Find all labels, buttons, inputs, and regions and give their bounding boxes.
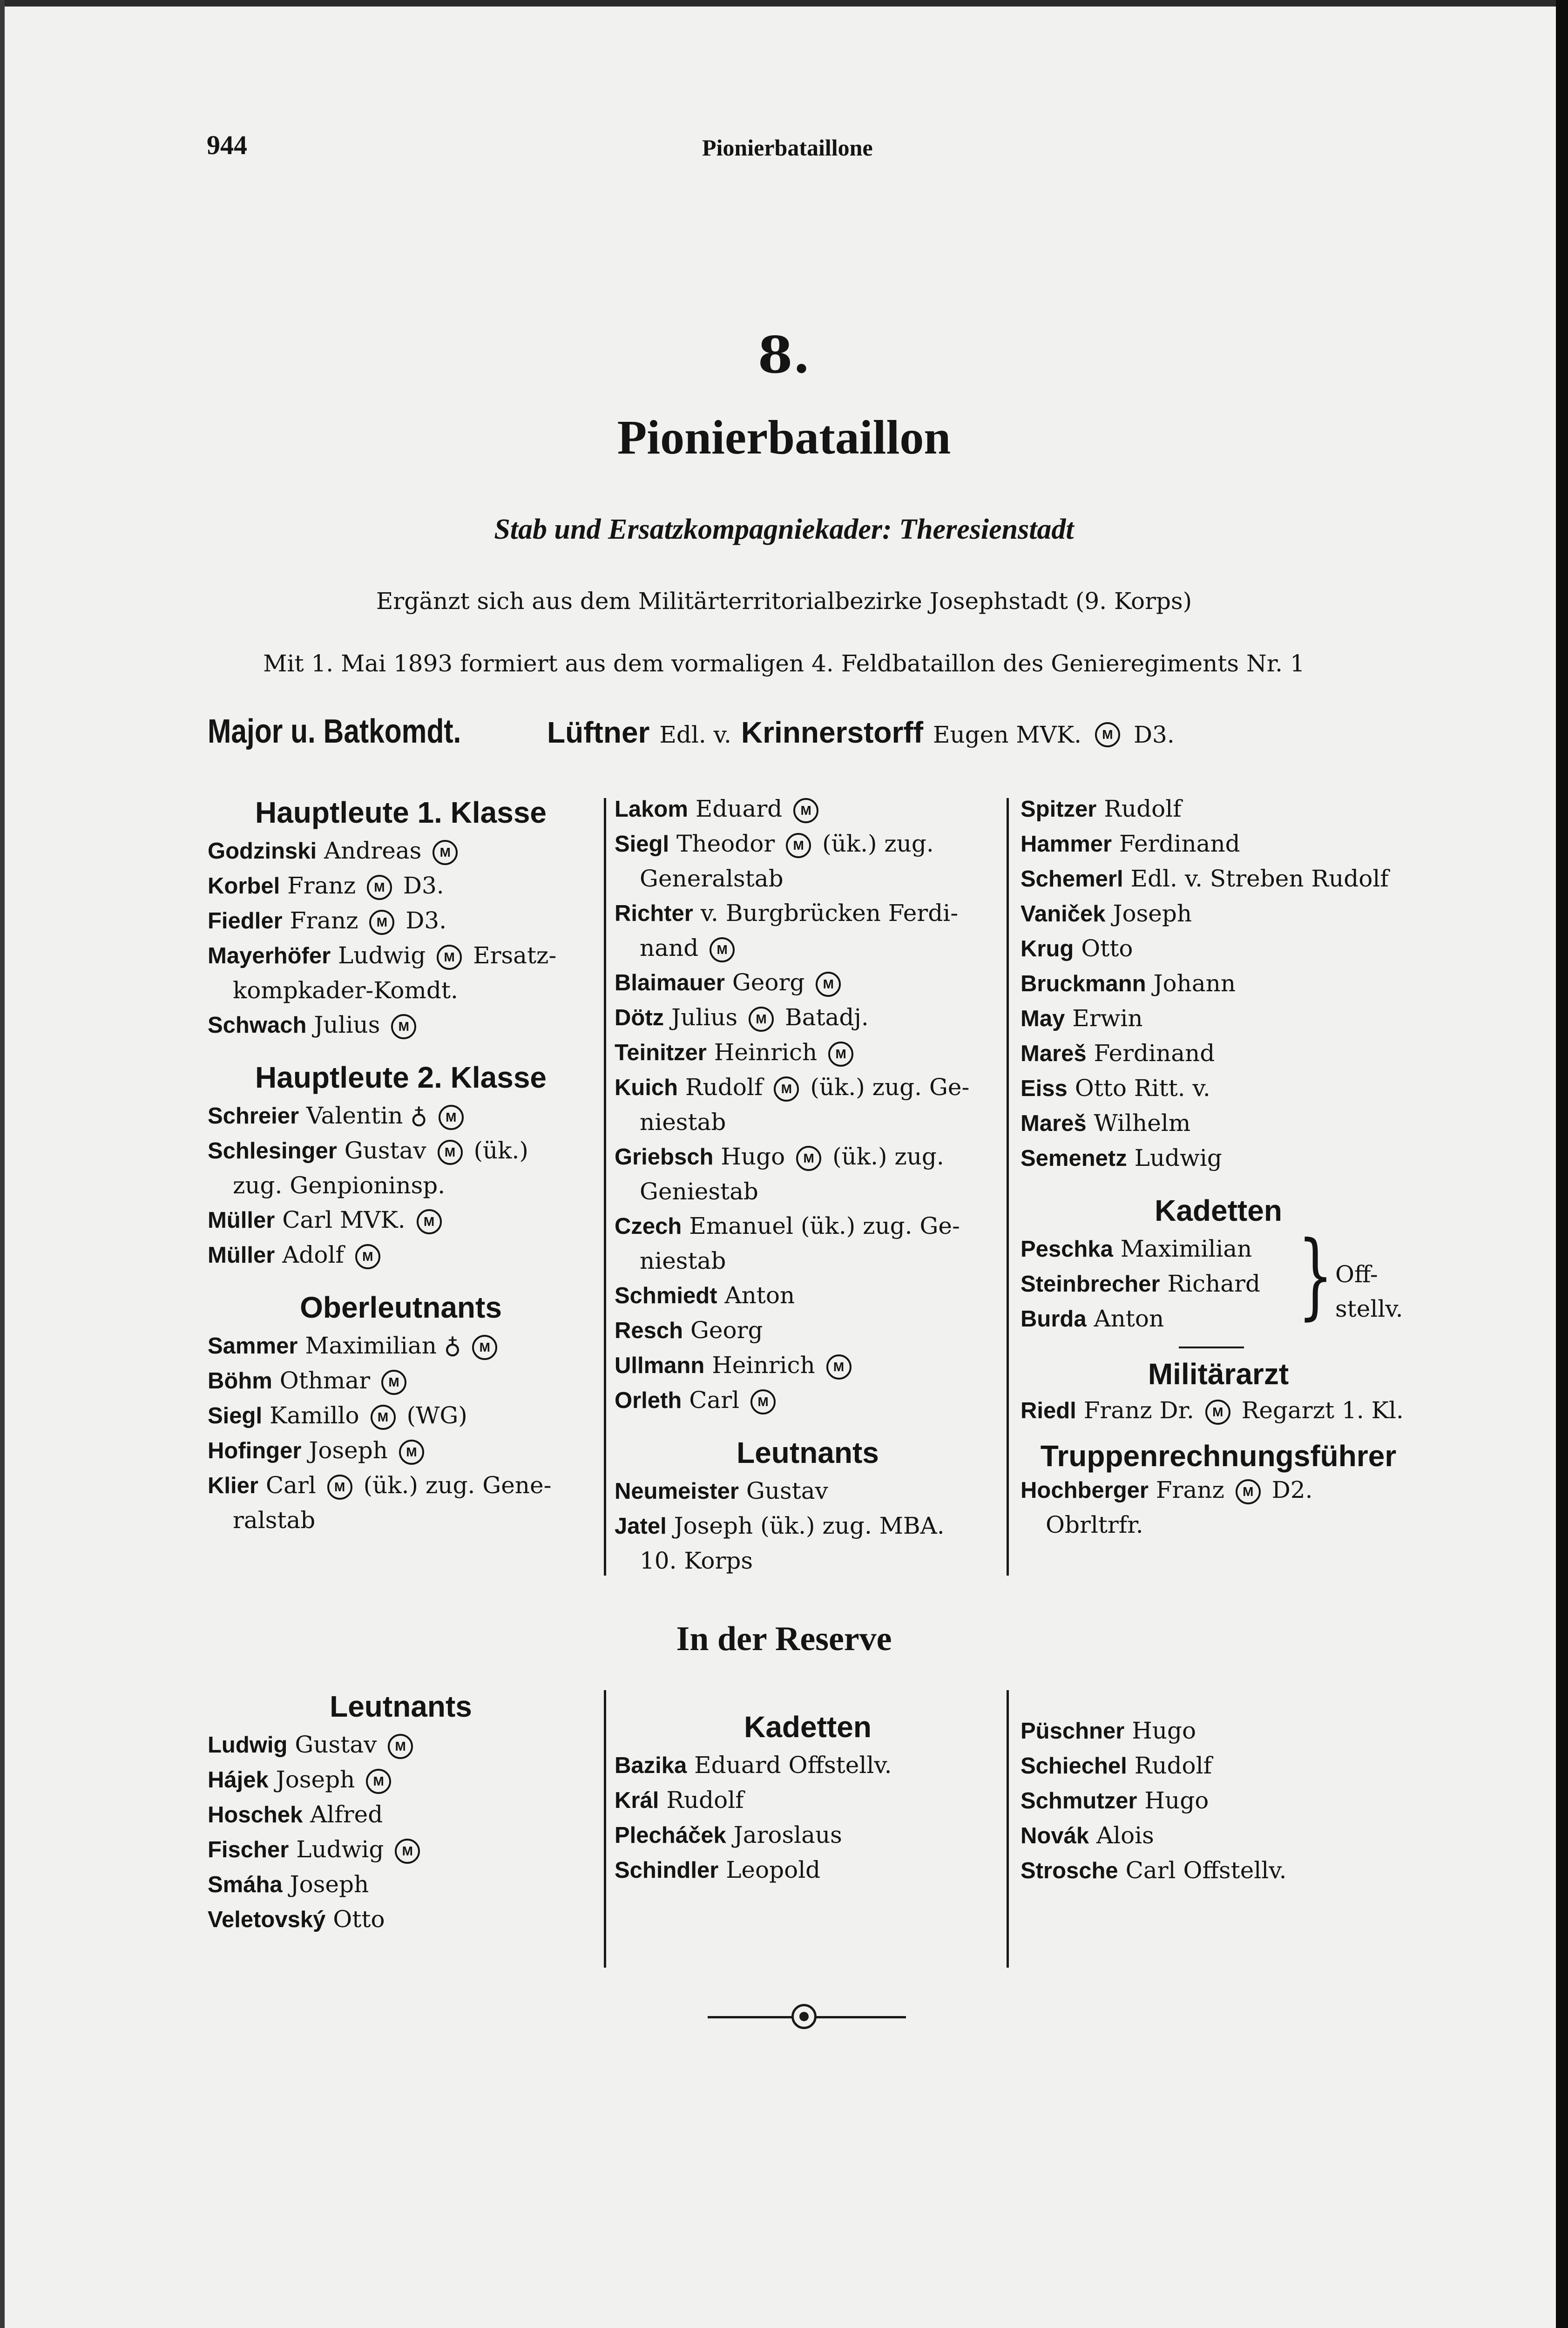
surname: Schindler	[615, 1858, 719, 1883]
column-divider-2	[1007, 798, 1009, 1576]
surname: Schiechel	[1021, 1753, 1127, 1779]
given-name: Carl MVK.	[282, 1206, 406, 1233]
surname: May	[1021, 1006, 1065, 1031]
list-reserve-kadetten	[615, 1748, 1001, 1888]
list-item	[1021, 896, 1416, 931]
surname: Siegl	[615, 832, 669, 857]
medal-icon: M	[395, 1839, 420, 1864]
surname: Lakom	[615, 797, 688, 822]
surname: Eiss	[1021, 1076, 1068, 1101]
continuation-text: ralstab	[233, 1507, 316, 1534]
column-2	[615, 792, 1001, 1578]
list-item	[208, 903, 594, 938]
given-name: Eduard Offstellv.	[694, 1752, 892, 1779]
list-item-continuation	[615, 1543, 1001, 1578]
surname: Vaniček	[1021, 901, 1106, 927]
given-name: Edl. v. Streben Rudolf	[1130, 865, 1389, 892]
given-name: Leopold	[726, 1856, 821, 1883]
given-name: Ludwig	[338, 942, 426, 969]
surname: Siegl	[208, 1403, 263, 1428]
surname: Resch	[615, 1318, 683, 1343]
column-divider-4	[1007, 1690, 1009, 1968]
surname: Hochberger	[1021, 1478, 1149, 1503]
medal-icon: M	[399, 1440, 424, 1465]
surname: Dötz	[615, 1005, 664, 1030]
surname: Griebsch	[615, 1144, 714, 1170]
given-name: Julius	[314, 1011, 380, 1038]
medal-icon: M	[391, 1014, 416, 1039]
given-name: Joseph	[290, 1871, 369, 1898]
surname: Ludwig	[208, 1732, 288, 1758]
list-item	[208, 1203, 594, 1238]
commander-forename: Eugen MVK.	[933, 721, 1081, 748]
medal-icon: M	[1205, 1400, 1230, 1425]
list-militaerarzt	[1021, 1393, 1416, 1428]
given-name: Maximilian ♁	[305, 1332, 461, 1359]
list-item	[1021, 1783, 1407, 1818]
list-item	[1021, 1001, 1416, 1036]
surname: Semenetz	[1021, 1146, 1127, 1171]
surname: Bruckmann	[1021, 971, 1146, 996]
annotation: (WG)	[406, 1402, 467, 1429]
list-item	[208, 868, 594, 903]
surname: Neumeister	[615, 1479, 739, 1504]
surname: Fiedler	[208, 908, 283, 934]
surname: Püschner	[1021, 1719, 1125, 1744]
section-heading-militaerarzt: Militärarzt	[1148, 1357, 1289, 1391]
given-name: Gustav	[746, 1477, 828, 1504]
surname: Burda	[1021, 1306, 1087, 1332]
given-name: Georg	[690, 1317, 763, 1344]
commander-suffix: D3.	[1133, 721, 1175, 748]
section-heading-leutnants: Leutnants	[737, 1436, 879, 1469]
recruitment-line: Ergänzt sich aus dem Militärterritorialbezirke Josephstadt (9. Korps)	[376, 588, 1192, 615]
medal-icon: M	[438, 1140, 463, 1165]
reserve-column-1	[208, 1685, 594, 1937]
surname: Schreier	[208, 1103, 299, 1129]
medal-icon: M	[369, 910, 394, 935]
surname: Böhm	[208, 1368, 272, 1394]
given-name: Ferdinand	[1094, 1040, 1215, 1067]
surname: Jatel	[615, 1514, 667, 1539]
continuation-text: Generalstab	[640, 865, 784, 892]
list-item-continuation	[208, 973, 594, 1008]
medal-icon: M	[750, 1389, 776, 1414]
annotation: Regarzt 1. Kl.	[1241, 1397, 1404, 1424]
continuation-text: 10. Korps	[640, 1547, 753, 1574]
reserve-column-2	[615, 1706, 1001, 1888]
surname: Teinitzer	[615, 1040, 707, 1065]
rule-separator	[1179, 1347, 1244, 1348]
list-item-continuation	[615, 931, 1001, 965]
surname: Peschka	[1021, 1237, 1113, 1262]
list-item	[615, 1474, 1001, 1509]
list-officers-col2	[615, 792, 1001, 1418]
section-heading-truppenrechnungsfuehrer: Truppenrechnungsführer	[1040, 1439, 1397, 1473]
list-item	[615, 826, 1001, 861]
continuation-text: zug. Genpioninsp.	[233, 1172, 446, 1199]
given-name: Hugo	[721, 1143, 785, 1170]
list-item	[208, 1902, 594, 1937]
surname: Mareš	[1021, 1111, 1087, 1136]
list-item	[615, 1278, 1001, 1313]
surname: Mayerhöfer	[208, 943, 331, 968]
section-heading-hauptleute-2: Hauptleute 2. Klasse	[255, 1061, 547, 1094]
given-name: Rudolf	[685, 1074, 763, 1101]
ornament-icon	[791, 2004, 817, 2029]
given-name: Alois	[1096, 1822, 1154, 1849]
list-item	[615, 1139, 1001, 1174]
medal-icon: M	[433, 840, 458, 865]
continuation-text: niestab	[640, 1109, 726, 1136]
given-name: Julius	[671, 1004, 738, 1031]
list-item	[208, 1008, 594, 1042]
commander-rank: Major u. Batkomdt.	[208, 713, 461, 750]
column-3	[1021, 792, 1416, 1542]
given-name: Franz	[290, 907, 358, 934]
column-divider-3	[604, 1690, 606, 1968]
given-name: Anton	[724, 1282, 795, 1309]
given-name: Rudolf	[1104, 795, 1182, 822]
unit-subtitle: Stab und Ersatzkompagniekader: Theresienstadt	[494, 514, 1074, 545]
medal-icon: M	[796, 1146, 821, 1171]
list-item-continuation	[1021, 1508, 1416, 1542]
given-name: Maximilian	[1120, 1235, 1252, 1262]
surname: Hammer	[1021, 832, 1112, 857]
given-name: Hugo	[1144, 1787, 1209, 1814]
given-name: Eduard	[695, 795, 783, 822]
given-name: Valentin ♁	[306, 1102, 427, 1129]
section-heading-hauptleute-1: Hauptleute 1. Klasse	[255, 796, 547, 829]
list-item	[1021, 1393, 1416, 1428]
given-name: Richard	[1167, 1270, 1261, 1297]
list-hauptleute-2	[208, 1098, 594, 1272]
column-divider-1	[604, 798, 606, 1576]
list-item	[208, 1398, 594, 1433]
list-item	[615, 1209, 1001, 1244]
list-item	[615, 1383, 1001, 1418]
list-item	[1021, 1141, 1416, 1176]
surname: Schmiedt	[615, 1283, 717, 1308]
given-name: v. Burgbrücken Ferdi-	[700, 900, 959, 927]
surname: Hoschek	[208, 1802, 303, 1827]
medal-icon: M	[381, 1370, 406, 1395]
given-name: Joseph	[276, 1766, 355, 1793]
formation-line: Mit 1. Mai 1893 formiert aus dem vormaligen 4. Feldbataillon des Genieregiments Nr. 1	[263, 650, 1305, 677]
surname: Král	[615, 1788, 659, 1813]
surname: Bazika	[615, 1753, 687, 1778]
list-item	[1021, 1713, 1407, 1748]
commander-surname-1: Lüftner	[547, 716, 650, 749]
list-item	[615, 1000, 1001, 1035]
medal-icon: M	[437, 945, 462, 970]
annotation: Ersatz-	[473, 942, 557, 969]
surname: Hájek	[208, 1767, 269, 1793]
given-name: Otto	[333, 1906, 385, 1933]
kadetten-note-2: stellv.	[1335, 1295, 1403, 1322]
medal-icon: M	[749, 1007, 774, 1032]
given-name: Gustav	[295, 1731, 377, 1758]
given-name: Heinrich	[712, 1352, 815, 1379]
given-name: Erwin	[1072, 1005, 1143, 1032]
surname: Fischer	[208, 1837, 289, 1862]
list-item	[615, 1818, 1001, 1853]
surname: Spitzer	[1021, 797, 1097, 822]
given-name: Otto	[1081, 935, 1133, 962]
medal-icon: M	[774, 1076, 799, 1102]
list-item	[615, 1783, 1001, 1818]
list-item	[208, 1433, 594, 1468]
list-item	[208, 1098, 594, 1133]
annotation: D3.	[406, 907, 447, 934]
given-name: Joseph	[1113, 900, 1192, 927]
given-name: Kamillo	[270, 1402, 359, 1429]
list-item	[615, 1070, 1001, 1105]
given-name: Andreas	[324, 837, 422, 864]
list-item	[1021, 1748, 1407, 1783]
given-name: Joseph	[309, 1437, 388, 1464]
list-item	[615, 1509, 1001, 1543]
annotation: (ük.) zug. Gene-	[363, 1472, 552, 1499]
unit-number: 8.	[757, 326, 811, 385]
page-number: 944	[207, 130, 247, 160]
list-item	[208, 1133, 594, 1168]
list-item	[1021, 931, 1416, 966]
list-item	[1021, 1071, 1416, 1106]
list-item	[208, 1363, 594, 1398]
kadetten-note-1: Off-	[1335, 1261, 1378, 1288]
list-hauptleute-1	[208, 833, 594, 1042]
list-item	[208, 1468, 594, 1503]
list-item	[208, 1867, 594, 1902]
list-item	[615, 1748, 1001, 1783]
list-item-continuation	[615, 1244, 1001, 1278]
list-reserve-leutnants	[208, 1727, 594, 1937]
list-item	[208, 938, 594, 973]
given-name: Ferdinand	[1119, 830, 1240, 857]
given-name: Anton	[1094, 1305, 1164, 1332]
surname: Veletovský	[208, 1907, 326, 1932]
surname: Richter	[615, 901, 693, 926]
given-name: Theodor	[676, 830, 775, 857]
surname: Novák	[1021, 1823, 1089, 1848]
list-reserve-col3	[1021, 1713, 1407, 1888]
list-item	[1021, 826, 1416, 861]
medal-icon: M	[388, 1734, 413, 1759]
section-heading-reserve-kadetten: Kadetten	[744, 1710, 872, 1744]
medal-icon: M	[828, 1042, 853, 1067]
surname: Krug	[1021, 936, 1074, 961]
given-name: Gustav	[344, 1137, 426, 1164]
list-item-continuation	[615, 1105, 1001, 1139]
annotation: (ük.) zug.	[832, 1143, 944, 1170]
section-heading-reserve: In der Reserve	[676, 1620, 892, 1658]
given-name: Hugo	[1132, 1717, 1196, 1744]
list-item	[208, 1832, 594, 1867]
list-item	[208, 833, 594, 868]
medal-icon: M	[826, 1354, 852, 1380]
medal-icon: M	[371, 1405, 396, 1430]
list-item	[1021, 966, 1416, 1001]
scan-border-top	[0, 0, 1568, 7]
given-name: Franz	[287, 872, 356, 899]
surname: Godzinski	[208, 839, 317, 864]
annotation: D3.	[403, 872, 444, 899]
commander-row	[208, 712, 1175, 751]
surname: Hofinger	[208, 1438, 302, 1463]
given-name: Georg	[732, 969, 805, 996]
surname: Strosche	[1021, 1858, 1118, 1883]
given-name: Carl Offstellv.	[1125, 1857, 1287, 1884]
list-item	[615, 1348, 1001, 1383]
medal-icon: M	[367, 875, 392, 900]
surname: Klier	[208, 1473, 258, 1498]
annotation: (ük.) zug.	[822, 830, 934, 857]
given-name: Alfred	[310, 1801, 383, 1828]
reserve-column-3	[1021, 1713, 1407, 1888]
given-name: Johann	[1153, 970, 1236, 997]
list-item	[208, 1328, 594, 1363]
list-item	[615, 792, 1001, 826]
surname: Ullmann	[615, 1353, 705, 1378]
given-name: Franz	[1156, 1476, 1224, 1503]
list-item-continuation	[208, 1503, 594, 1537]
given-name: Wilhelm	[1094, 1110, 1191, 1137]
medal-icon: M	[327, 1475, 352, 1500]
medal-icon: M	[472, 1335, 497, 1360]
surname: Müller	[208, 1243, 275, 1268]
list-item	[615, 896, 1001, 931]
given-name: Ludwig	[1134, 1144, 1222, 1171]
annotation: Batadj.	[784, 1004, 869, 1031]
list-oberleutnants	[208, 1328, 594, 1537]
column-1	[208, 792, 594, 1537]
medal-icon: M	[793, 798, 818, 823]
commander-particle: Edl. v.	[659, 721, 731, 748]
surname: Riedl	[1021, 1398, 1076, 1423]
given-name: Jaroslaus	[733, 1821, 842, 1848]
commander-surname-2: Krinnerstorff	[741, 716, 924, 749]
medal-icon: M	[1236, 1479, 1261, 1504]
section-heading-oberleutnants: Oberleutnants	[300, 1291, 502, 1324]
surname: Czech	[615, 1214, 682, 1239]
medal-icon: M	[710, 937, 735, 962]
list-item	[1021, 1853, 1407, 1888]
list-item	[615, 1313, 1001, 1348]
given-name: Franz Dr.	[1083, 1397, 1194, 1424]
annotation: D2.	[1271, 1476, 1313, 1503]
list-officers-col3	[1021, 792, 1416, 1176]
annotation: (ük.) zug. Ge-	[810, 1074, 970, 1101]
surname: Sammer	[208, 1333, 298, 1359]
given-name: Rudolf	[1134, 1752, 1212, 1779]
given-name: Otto Ritt. v.	[1075, 1075, 1210, 1102]
continuation-text: kompkader-Komdt.	[233, 977, 458, 1004]
list-item	[1021, 1036, 1416, 1071]
section-heading-kadetten: Kadetten	[1155, 1194, 1282, 1227]
given-name: Othmar	[279, 1367, 371, 1394]
medal-icon: M	[1095, 722, 1120, 747]
list-item	[1021, 1818, 1407, 1853]
medal-icon: M	[366, 1769, 391, 1794]
list-item	[615, 965, 1001, 1000]
surname: Schemerl	[1021, 866, 1123, 892]
annotation: (ük.)	[473, 1137, 528, 1164]
given-name: Rudolf	[666, 1787, 744, 1814]
list-item	[615, 1035, 1001, 1070]
surname: Korbel	[208, 873, 280, 899]
surname: Mareš	[1021, 1041, 1087, 1066]
surname: Plecháček	[615, 1823, 726, 1848]
surname: Steinbrecher	[1021, 1272, 1160, 1297]
surname: Schmutzer	[1021, 1788, 1137, 1814]
list-leutnants	[615, 1474, 1001, 1578]
surname: Schwach	[208, 1013, 307, 1038]
given-name: Heinrich	[714, 1039, 818, 1066]
surname: Kuich	[615, 1075, 678, 1100]
list-item	[208, 1762, 594, 1797]
running-title: Pionierbataillone	[702, 135, 873, 161]
list-item	[1021, 1106, 1416, 1141]
given-name: Carl	[689, 1387, 740, 1414]
given-name: Emanuel (ük.) zug. Ge-	[689, 1212, 960, 1239]
medal-icon: M	[417, 1209, 442, 1234]
list-item	[208, 1797, 594, 1832]
list-item-continuation	[615, 861, 1001, 896]
medal-icon: M	[816, 972, 841, 997]
medal-icon: M	[355, 1244, 380, 1269]
surname: Schlesinger	[208, 1138, 337, 1164]
list-item	[1021, 792, 1416, 826]
list-item	[615, 1853, 1001, 1888]
medal-icon: M	[786, 833, 811, 858]
ornament-rule-left	[708, 2016, 792, 2018]
surname: Müller	[208, 1208, 275, 1233]
given-name: Joseph (ük.) zug. MBA.	[674, 1512, 945, 1539]
medal-icon: M	[439, 1105, 464, 1130]
given-name: Adolf	[282, 1241, 344, 1268]
continuation-text: nand	[640, 934, 699, 961]
surname: Smáha	[208, 1872, 283, 1897]
continuation-text: Geniestab	[640, 1178, 758, 1205]
ornament-rule-right	[815, 2016, 906, 2018]
given-name: Ludwig	[296, 1836, 384, 1863]
continuation-text: Obrltrfr.	[1046, 1511, 1143, 1538]
list-item	[1021, 861, 1416, 896]
section-heading-reserve-leutnants: Leutnants	[330, 1690, 472, 1723]
list-truppenrechnungsfuehrer	[1021, 1473, 1416, 1542]
continuation-text: niestab	[640, 1247, 726, 1274]
list-item	[208, 1238, 594, 1272]
brace-bracket: }	[1298, 1221, 1333, 1330]
list-item-continuation	[208, 1168, 594, 1203]
given-name: Carl	[265, 1472, 316, 1499]
list-item	[1021, 1473, 1416, 1508]
list-item-continuation	[615, 1174, 1001, 1209]
unit-title: Pionierbataillon	[617, 411, 951, 464]
surname: Orlеth	[615, 1388, 682, 1413]
list-item	[208, 1727, 594, 1762]
surname: Blaimauer	[615, 970, 725, 995]
